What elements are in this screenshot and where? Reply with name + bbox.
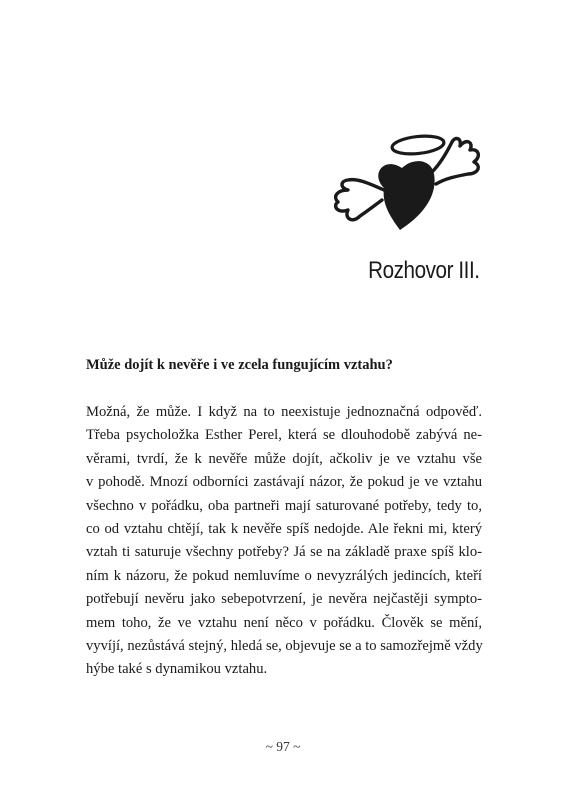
- winged-heart-with-halo-icon: [318, 128, 486, 238]
- answer-line: co od vztahu chtějí, tak k nevěře spíš nedojde. Ale řekni mi, který: [86, 521, 482, 538]
- answer-line: vztah ti saturuje všechny potřeby? Já se na základě praxe spíš klo-: [86, 544, 482, 561]
- answer-line: věrami, tvrdí, že k nevěře může dojít, ačkoliv je ve vztahu vše: [86, 450, 482, 467]
- chapter-title: Rozhovor III.: [368, 257, 480, 284]
- answer-line: mem toho, že ve vztahu není něco v pořádku. Člověk se mění,: [86, 614, 482, 631]
- answer-line: potřebují nevěru jako sebepotvrzení, je nevěra nejčastěji sympto-: [86, 591, 482, 608]
- answer-line: hýbe také s dynamikou vztahu.: [86, 661, 268, 678]
- answer-line: všechno v pořádku, oba partneři mají saturované potřeby, tedy to,: [86, 497, 482, 514]
- answer-line: ním k názoru, že pokud nemluvíme o nevyzrálých jedincích, kteří: [86, 567, 482, 584]
- answer-line: vyvíjí, nezůstává stejný, hledá se, objevuje se a to samozřejmě vždy: [86, 638, 483, 655]
- interview-question: Může dojít k nevěře i ve zcela fungujícím vztahu?: [86, 357, 393, 373]
- answer-line: Třeba psycholožka Esther Perel, která se dlouhodobě zabývá ne-: [86, 427, 482, 444]
- page-number: ~ 97 ~: [265, 739, 301, 754]
- answer-paragraph: [86, 401, 482, 682]
- answer-line: v pohodě. Mnozí odborníci zastávají názor, že pokud je ve vztahu: [86, 474, 482, 491]
- answer-line: Možná, že může. I když na to neexistuje jednoznačná odpověď.: [86, 404, 482, 420]
